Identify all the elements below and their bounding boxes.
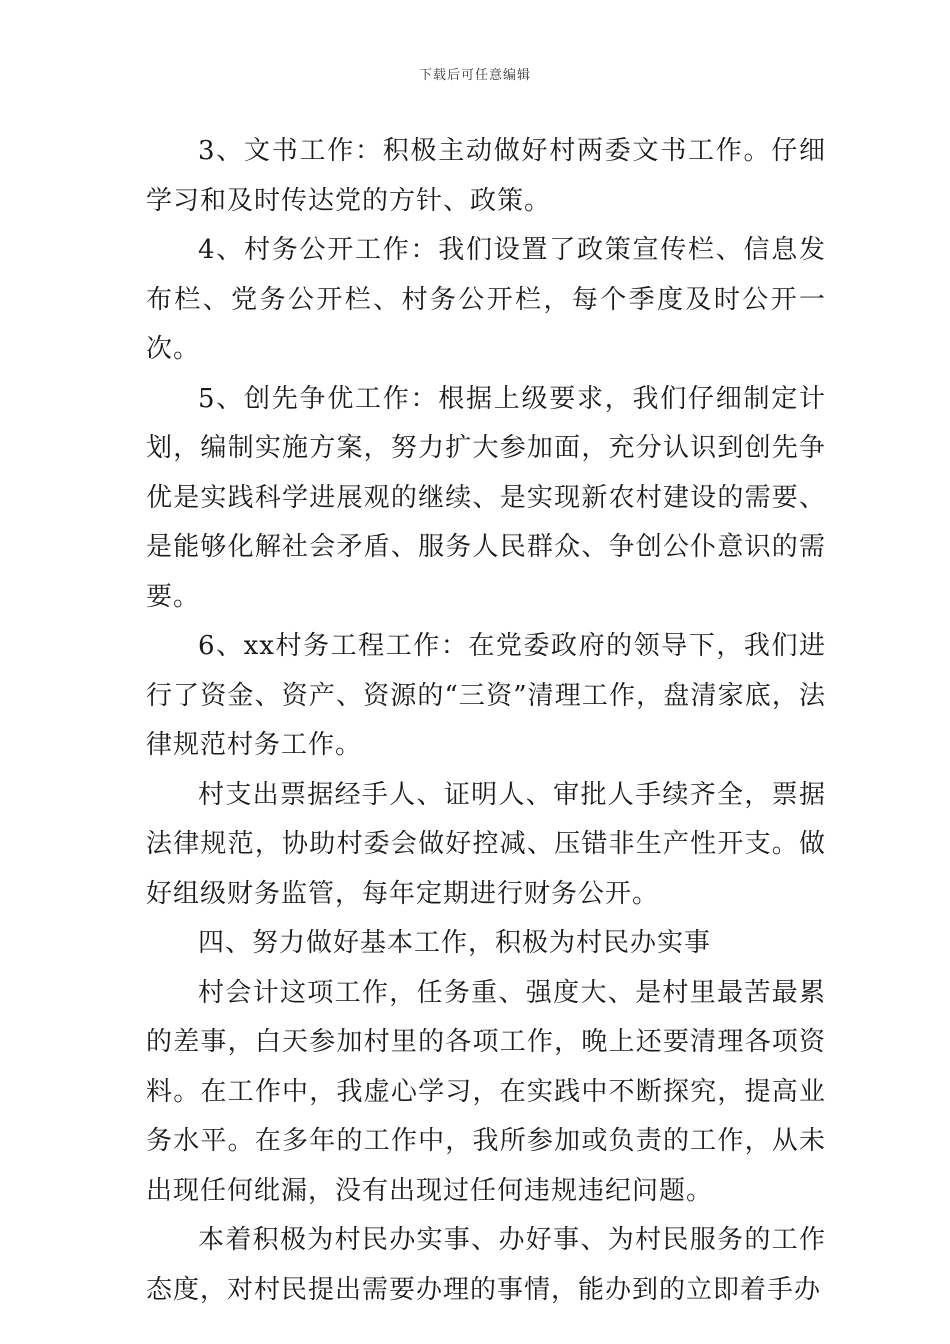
document-body [146, 127, 826, 1315]
paragraph-village-affairs-disclosure: 4、村务公开工作：我们设置了政策宣传栏、信息发布栏、党务公开栏、村务公开栏，每个季度及时公开一次。 [146, 235, 826, 364]
paragraph-village-project-work: 6、xx村务工程工作：在党委政府的领导下，我们进行了资金、资产、资源的“三资”清理工作，盘清家底，法律规范村务工作。 [146, 631, 826, 760]
section-heading-basic-work: 四、努力做好基本工作，积极为村民办实事 [198, 928, 712, 958]
paragraph-excellence-campaign: 5、创先争优工作：根据上级要求，我们仔细制定计划，编制实施方案，努力扩大参加面，充分认识到创先争优是实践科学进展观的继续、是实现新农村建设的需要、是能够化解社会矛盾、服务人民群众、争创公仆意识的需要。 [146, 383, 826, 612]
paragraph-expense-receipts: 村支出票据经手人、证明人、审批人手续齐全，票据法律规范，协助村委会做好控减、压错非生产性开支。做好组级财务监管，每年定期进行财务公开。 [146, 779, 826, 909]
paragraph-clerical-work: 3、文书工作：积极主动做好村两委文书工作。仔细学习和及时传达党的方针、政策。 [146, 136, 826, 216]
page-header: 下载后可任意编辑 [418, 68, 531, 83]
paragraph-accountant-duties: 村会计这项工作，任务重、强度大、是村里最苦最累的差事，白天参加村里的各项工作，晚上还要清理各项资料。在工作中，我虚心学习，在实践中不断探究，提高业务水平。在多年的工作中，我所参加或负责的工作，从未出现任何纰漏，没有出现过任何违规违纪问题。 [146, 977, 826, 1206]
paragraph-service-attitude: 本着积极为村民办实事、办好事、为村民服务的工作态度，对村民提出需要办理的事情，能办到的立即着手办 [146, 1225, 826, 1305]
